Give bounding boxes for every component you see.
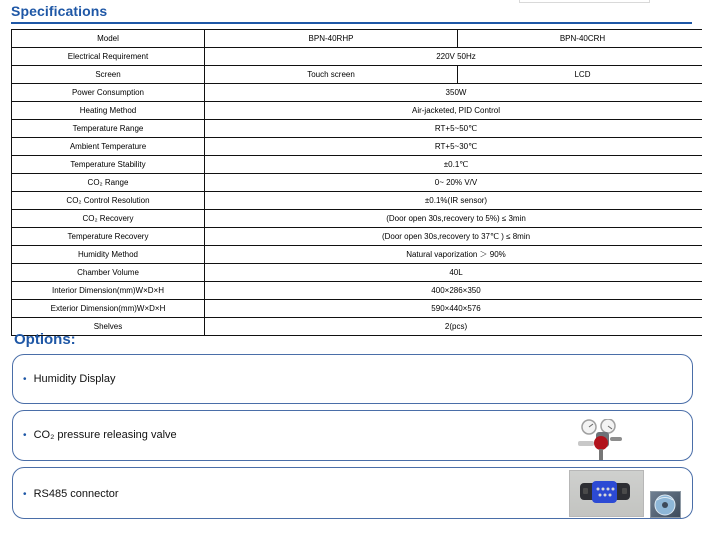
table-row xyxy=(12,210,702,228)
row-label: Shelves xyxy=(12,318,205,336)
red-regulator-knob-icon xyxy=(594,436,608,450)
bullet-icon: • xyxy=(23,489,27,500)
row-value: ±0.1℃ xyxy=(205,156,702,174)
table-row xyxy=(12,174,702,192)
table-row xyxy=(12,120,702,138)
valve-side-pipe-icon xyxy=(578,441,594,446)
row-value: 220V 50Hz xyxy=(205,48,702,66)
table-header-row xyxy=(12,30,702,48)
option-label: RS485 connector xyxy=(33,488,119,500)
table-row xyxy=(12,246,702,264)
table-row xyxy=(12,282,702,300)
connector-pin-icon xyxy=(604,494,607,497)
row-label: Temperature Stability xyxy=(12,156,205,174)
option-co2-pressure-releasing-valve xyxy=(12,410,693,461)
bullet-icon: • xyxy=(23,374,27,385)
connector-blue-face-icon xyxy=(592,481,617,503)
header-model: Model xyxy=(12,30,205,48)
row-value: 350W xyxy=(205,84,702,102)
row-label: Screen xyxy=(12,66,205,84)
option-humidity-display xyxy=(12,354,693,404)
row-value-right: LCD xyxy=(458,66,702,84)
row-value: 2(pcs) xyxy=(205,318,702,336)
software-disk-svg xyxy=(651,492,680,517)
header-bpn-40crh: BPN-40CRH xyxy=(458,30,702,48)
table-row xyxy=(12,264,702,282)
row-label: Temperature Recovery xyxy=(12,228,205,246)
pressure-valve-svg xyxy=(570,419,636,463)
bullet-icon: • xyxy=(23,430,27,441)
table-row xyxy=(12,138,702,156)
row-value: 0~ 20% V/V xyxy=(205,174,702,192)
valve-stem-icon xyxy=(599,449,603,460)
row-label: Electrical Requirement xyxy=(12,48,205,66)
row-value: 400×286×350 xyxy=(205,282,702,300)
option-text xyxy=(23,429,177,441)
table-row xyxy=(12,84,702,102)
title-divider xyxy=(11,22,692,24)
connector-pin-icon xyxy=(607,488,610,491)
row-label: Ambient Temperature xyxy=(12,138,205,156)
header-bpn-40rhp: BPN-40RHP xyxy=(205,30,458,48)
row-value: (Door open 30s,recovery to 5%) ≤ 3min xyxy=(205,210,702,228)
pressure-valve-image-icon xyxy=(570,419,636,463)
row-label: Humidity Method xyxy=(12,246,205,264)
option-text xyxy=(23,373,116,385)
row-value: Air-jacketed, PID Control xyxy=(205,102,702,120)
row-value: Natural vaporization ＞ 90% xyxy=(205,246,702,264)
row-label: CO₂ Recovery xyxy=(12,210,205,228)
row-label: Heating Method xyxy=(12,102,205,120)
specifications-table xyxy=(11,29,702,336)
connector-pin-icon xyxy=(609,494,612,497)
rs485-connector-image-icon xyxy=(569,470,644,517)
row-value: RT+5~50℃ xyxy=(205,120,702,138)
software-disk-image-icon xyxy=(650,491,681,518)
right-screw-icon xyxy=(622,488,627,494)
row-label: CO₂ Range xyxy=(12,174,205,192)
table-row xyxy=(12,156,702,174)
row-value: ±0.1%(IR sensor) xyxy=(205,192,702,210)
row-label: Chamber Volume xyxy=(12,264,205,282)
option-label: Humidity Display xyxy=(33,373,116,385)
table-row xyxy=(12,318,702,336)
connector-pin-icon xyxy=(612,488,615,491)
table-row xyxy=(12,48,702,66)
connector-pin-icon xyxy=(599,494,602,497)
table-row xyxy=(12,192,702,210)
left-screw-icon xyxy=(583,488,588,494)
top-right-empty-box xyxy=(519,0,650,3)
row-value: 40L xyxy=(205,264,702,282)
row-label: Exterior Dimension(mm)W×D×H xyxy=(12,300,205,318)
row-value: RT+5~30℃ xyxy=(205,138,702,156)
option-text xyxy=(23,488,119,500)
table-row xyxy=(12,66,702,84)
row-value-left: Touch screen xyxy=(205,66,458,84)
specifications-title: Specifications xyxy=(11,3,108,19)
table-row xyxy=(12,300,702,318)
row-label: Interior Dimension(mm)W×D×H xyxy=(12,282,205,300)
connector-pin-icon xyxy=(597,488,600,491)
valve-outlet-icon xyxy=(610,437,622,441)
table-row xyxy=(12,228,702,246)
options-title: Options: xyxy=(14,331,76,348)
option-label: CO₂ pressure releasing valve xyxy=(33,429,177,441)
rs485-connector-svg xyxy=(570,471,643,516)
disk-center-hole-icon xyxy=(662,502,668,508)
table-row xyxy=(12,102,702,120)
row-label: Temperature Range xyxy=(12,120,205,138)
row-label: Power Consumption xyxy=(12,84,205,102)
connector-pin-icon xyxy=(602,488,605,491)
row-value: 590×440×576 xyxy=(205,300,702,318)
option-rs485-connector xyxy=(12,467,693,519)
row-label: CO₂ Control Resolution xyxy=(12,192,205,210)
row-value: (Door open 30s,recovery to 37℃ ) ≤ 8min xyxy=(205,228,702,246)
